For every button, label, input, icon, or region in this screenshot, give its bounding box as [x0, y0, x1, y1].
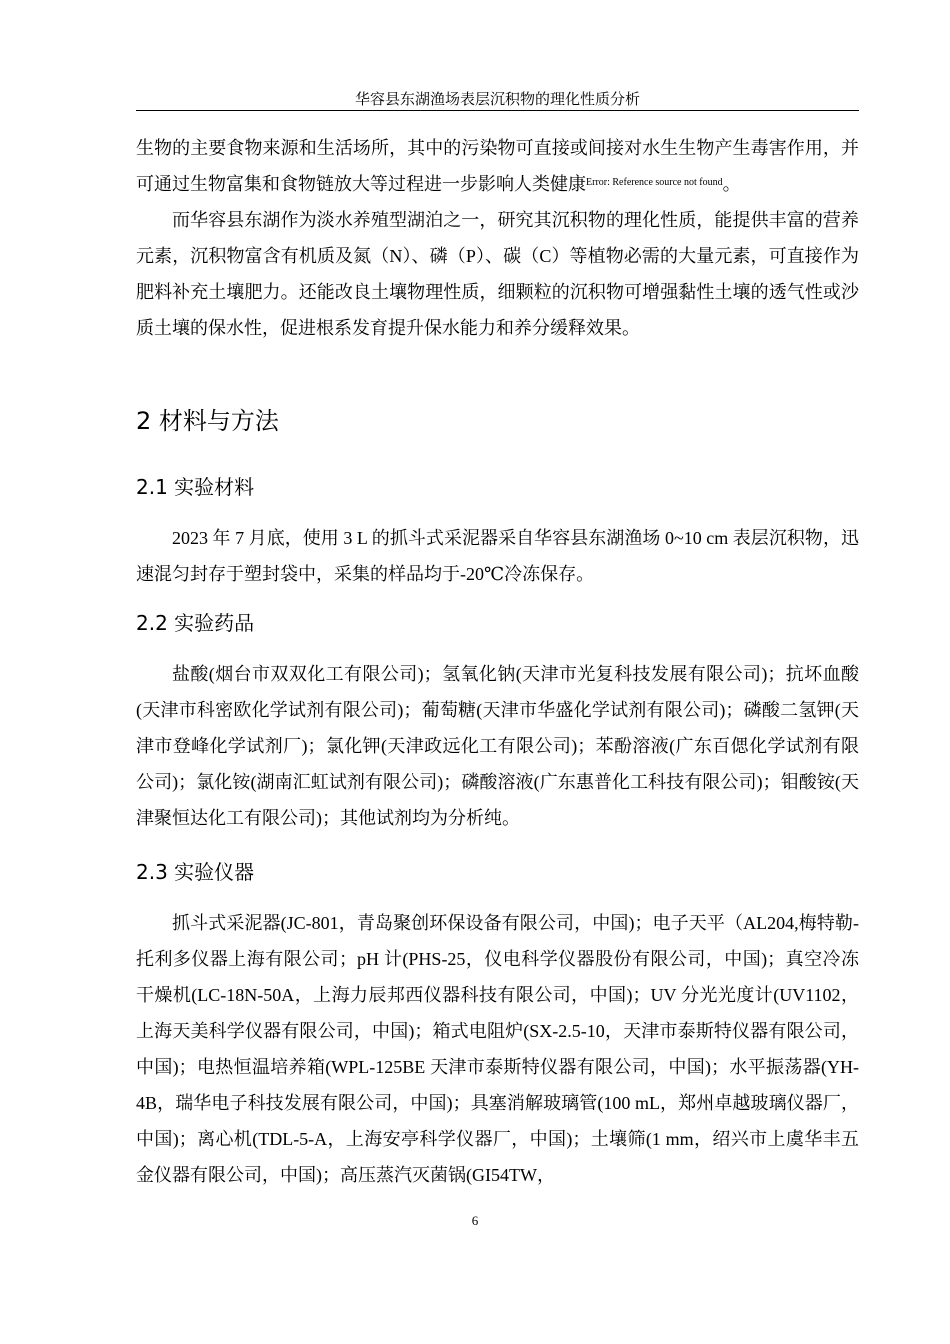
reagents-paragraph: 盐酸(烟台市双双化工有限公司)；氢氧化钠(天津市光复科技发展有限公司)；抗坏血酸(天津市科密欧化学试剂有限公司)；葡萄糖(天津市华盛化学试剂有限公司)；磷酸二氢钾(天津市登峰化学试剂厂)；氯化钾(天津政远化工有限公司)；苯酚溶液(广东百偲化学试剂有限公司)；氯化铵(湖南汇虹试剂有限公司)；磷酸溶液(广东惠普化工科技有限公司)；钼酸铵(天津聚恒达化工有限公司)；其他试剂均为分析纯。 [136, 664, 859, 828]
intro-paragraph-1-end: 。 [722, 174, 741, 194]
section-heading: 2 材料与方法 [136, 407, 279, 435]
intro-paragraph-1-text: 生物的主要食物来源和生活场所，其中的污染物可直接或间接对水生生物产生毒害作用，并可通过生物富集和食物链放大等过程进一步影响人类健康 [136, 138, 859, 194]
reference-error: Error: Reference source not found [586, 177, 723, 188]
subsection-heading-instruments: 2.3 实验仪器 [136, 860, 255, 884]
header-rule [136, 110, 859, 111]
page-number: 6 [471, 1213, 479, 1228]
subsection-heading-materials: 2.1 实验材料 [136, 475, 255, 499]
subsection-heading-reagents: 2.2 实验药品 [136, 611, 255, 635]
intro-paragraph-1 [136, 130, 859, 202]
materials-paragraph: 2023 年 7 月底，使用 3 L 的抓斗式采泥器采自华容县东湖渔场 0~10 cm 表层沉积物，迅速混匀封存于塑封袋中，采集的样品均于-20℃冷冻保存。 [136, 528, 859, 584]
running-header: 华容县东湖渔场表层沉积物的理化性质分析 [354, 92, 640, 108]
instruments-paragraph: 抓斗式采泥器(JC-801，青岛聚创环保设备有限公司，中国)；电子天平（AL204,梅特勒-托利多仪器上海有限公司；pH 计(PHS-25，仪电科学仪器股份有限公司，中国)；真空冷冻干燥机(LC-18N-50A，上海力辰邦西仪器科技有限公司，中国)；UV 分光光度计(UV1102，上海天美科学仪器有限公司，中国)；箱式电阻炉(SX-2.5-10，天津市泰斯特仪器有限公司，中国)；电热恒温培养箱(WPL-125BE 天津市泰斯特仪器有限公司，中国)；水平振荡器(YH-4B，瑞华电子科技发展有限公司，中国)；具塞消解玻璃管(100 mL，郑州卓越玻璃仪器厂，中国)；离心机(TDL-5-A，上海安亭科学仪器厂，中国)；土壤筛(1 mm，绍兴市上虞华丰五金仪器有限公司，中国)；高压蒸汽灭菌锅(GI54TW， [136, 913, 859, 1185]
intro-paragraph-2: 而华容县东湖作为淡水养殖型湖泊之一，研究其沉积物的理化性质，能提供丰富的营养元素，沉积物富含有机质及氮（N）、磷（P）、碳（C）等植物必需的大量元素，可直接作为肥料补充土壤肥力。还能改良土壤物理性质，细颗粒的沉积物可增强黏性土壤的透气性或沙质土壤的保水性，促进根系发育提升保水能力和养分缓释效果。 [136, 210, 859, 338]
